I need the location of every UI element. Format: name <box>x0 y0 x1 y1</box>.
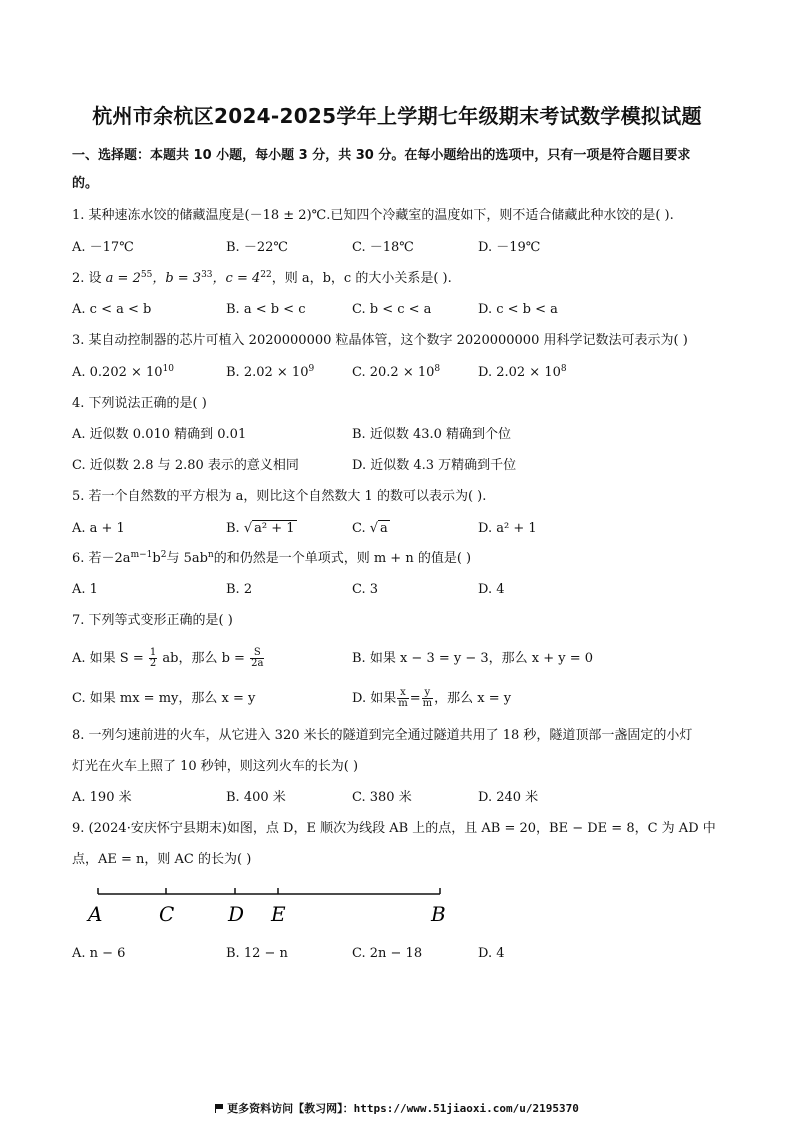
label-d: D <box>228 902 245 926</box>
page-title: 杭州市余杭区2024-2025学年上学期七年级期末考试数学模拟试题 <box>92 104 702 128</box>
q6-option-a: A. 1 <box>72 582 98 597</box>
q7-option-a: A. 如果 S = $\frac{1}{2}$ ab，那么 b = $\frac{S}{2a}$ <box>72 647 264 669</box>
q9-option-a: A. n − 6 <box>72 946 126 961</box>
q8-stem-line2: 灯光在火车上照了 10 秒钟，则这列火车的长为( ) <box>72 759 359 774</box>
q8-option-c: C. 380 米 <box>352 790 412 805</box>
q1-option-b: B. －22℃ <box>226 240 288 255</box>
q6-option-d: D. 4 <box>478 582 505 597</box>
q8-option-d: D. 240 米 <box>478 790 539 805</box>
q5-stem: 5. 若一个自然数的平方根为 a，则比这个自然数大 1 的数可以表示为( ). <box>72 489 487 504</box>
q9-stem-line2: 点，AE = n，则 AC 的长为( ) <box>72 852 252 867</box>
q6-option-b: B. 2 <box>226 582 253 597</box>
q9-stem-line1: 9. (2024·安庆怀宁县期末)如图，点 D，E 顺次为线段 AB 上的点，且 AB = 20，BE − DE = 8，C 为 AD 中 <box>72 821 716 836</box>
q9-line-segment-figure <box>80 880 460 930</box>
q1-option-d: D. －19℃ <box>478 240 541 255</box>
q3-option-b: B. $2.02 \times 10^9$ <box>226 364 315 380</box>
q4-option-d: D. 近似数 4.3 万精确到千位 <box>352 458 517 473</box>
q2-option-c: C. b < c < a <box>352 302 432 317</box>
q2-option-a: A. c < a < b <box>72 302 152 317</box>
q6-stem: 6. 若$-2a^{m-1}b^2$与 $5ab^n$的和仍然是一个单项式，则 m + n 的值是( ) <box>72 550 472 566</box>
q1-option-c: C. －18℃ <box>352 240 414 255</box>
q5-option-a: A. a + 1 <box>72 521 125 536</box>
q3-stem: 3. 某自动控制器的芯片可植入 2020000000 粒晶体管，这个数字 2020000000 用科学记数法可表示为( ) <box>72 333 688 348</box>
q3-option-c: C. $20.2 \times 10^8$ <box>352 364 441 380</box>
q7-stem: 7. 下列等式变形正确的是( ) <box>72 613 233 628</box>
q2-option-b: B. a < b < c <box>226 302 306 317</box>
q5-option-d: D. a² + 1 <box>478 521 537 536</box>
q3-option-d: D. $2.02 \times 10^8$ <box>478 364 567 380</box>
q2-option-d: D. c < b < a <box>478 302 558 317</box>
q4-stem: 4. 下列说法正确的是( ) <box>72 396 207 411</box>
q8-option-a: A. 190 米 <box>72 790 132 805</box>
q8-stem-line1: 8. 一列匀速前进的火车，从它进入 320 米长的隧道到完全通过隧道共用了 18 秒，隧道顶部一盏固定的小灯 <box>72 728 693 743</box>
q4-option-c: C. 近似数 2.8 与 2.80 表示的意义相同 <box>72 458 299 473</box>
label-b: B <box>431 902 446 926</box>
flag-icon <box>215 1104 224 1113</box>
q1-stem: 1. 某种速冻水饺的储藏温度是(－18 ± 2)℃.已知四个冷藏室的温度如下，则不适合储藏此种水饺的是( ). <box>72 208 674 223</box>
q9-option-c: C. 2n − 18 <box>352 946 423 961</box>
q7-option-c: C. 如果 mx = my，那么 x = y <box>72 691 256 706</box>
footer-link[interactable]: 更多资料访问【教习网】：https://www.51jiaoxi.com/u/2195370 <box>0 1100 794 1116</box>
q9-option-b: B. 12 − n <box>226 946 288 961</box>
q1-option-a: A. －17℃ <box>72 240 134 255</box>
label-e: E <box>271 902 286 926</box>
label-a: A <box>88 902 103 926</box>
q5-option-c: C. √ a <box>352 521 388 536</box>
q6-option-c: C. 3 <box>352 582 379 597</box>
q3-option-a: A. $0.202 \times 10^{10}$ <box>72 364 175 380</box>
q5-option-b: B. √ a² + 1 <box>226 521 295 536</box>
section-heading: 一、选择题：本题共 10 小题，每小题 3 分，共 30 分。在每小题给出的选项中，只有一项是符合题目要求 <box>72 148 691 163</box>
label-c: C <box>159 902 175 926</box>
section-heading-cont: 的。 <box>72 176 99 191</box>
q2-stem: 2. 设 $a = 2^{55}$，$b = 3^{33}$，$c = 4^{22}$，则 a，b，c 的大小关系是( ). <box>72 270 452 286</box>
q8-option-b: B. 400 米 <box>226 790 286 805</box>
q7-option-d: D. 如果 $\frac{x}{m}$ = $\frac{y}{m}$ ，那么 x = y <box>352 687 512 709</box>
q7-option-b: B. 如果 x − 3 = y − 3，那么 x + y = 0 <box>352 651 594 666</box>
q9-option-d: D. 4 <box>478 946 505 961</box>
q4-option-b: B. 近似数 43.0 精确到个位 <box>352 427 512 442</box>
q4-option-a: A. 近似数 0.010 精确到 0.01 <box>72 427 247 442</box>
